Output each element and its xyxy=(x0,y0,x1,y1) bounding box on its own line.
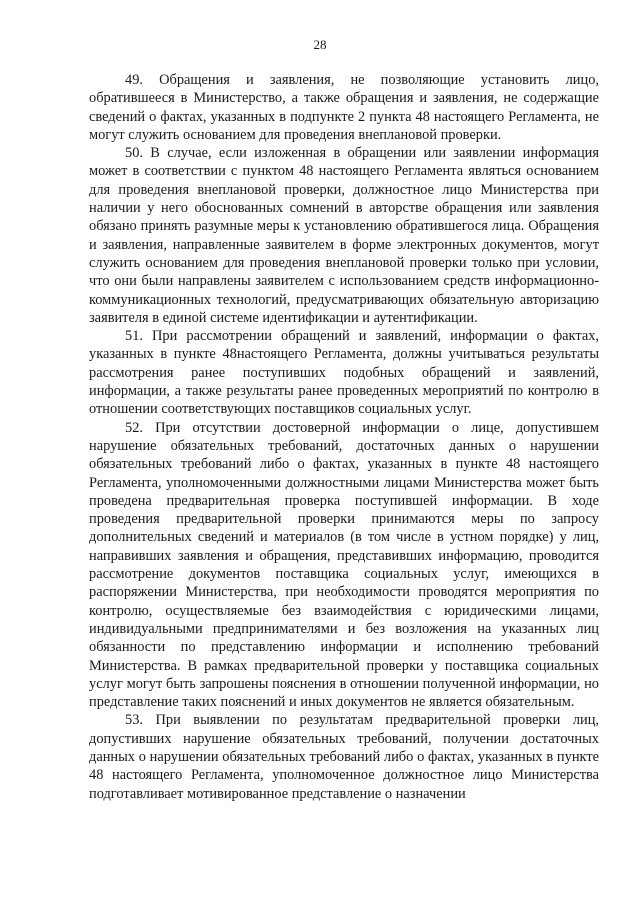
paragraph-50: 50. В случае, если изложенная в обращении или заявлении информация может в соответствии с пунктом 48 настоящего Регламента являться основанием для проведения внеплановой проверки, должностное лицо Министерства при наличии у него обоснованных сомнений в авторстве обращения или заявления обязано принять разумные меры к установлению обратившегося лица. Обращения и заявления, направленные заявителем в форме электронных документов, могут служить основанием для проведения внеплановой проверки только при условии, что они были направлены заявителем с использованием средств информационно-коммуникационных технологий, предусматривающих обязательную авторизацию заявителя в единой системе идентификации и аутентификации. xyxy=(89,145,599,326)
paragraph-53: 53. При выявлении по результатам предварительной проверки лиц, допустивших нарушение обязательных требований, получении достаточных данных о нарушении обязательных требований либо о фактах, указанных в пункте 48 настоящего Регламента, уполномоченное должностное лицо Министерства подготавливает мотивированное представление о назначении xyxy=(89,712,599,802)
paragraph-52: 52. При отсутствии достоверной информации о лице, допустившем нарушение обязательных требований, достаточных данных о нарушении обязательных требований либо о фактах, указанных в пункте 48 настоящего Регламента, уполномоченными должностными лицами Министерства может быть проведена предварительная проверка поступившей информации. В ходе проведения предварительной проверки принимаются меры по запросу дополнительных сведений и материалов (в том числе в устном порядке) у лиц, направивших заявления и обращения, представивших информацию, проводится рассмотрение документов поставщика социальных услуг, имеющихся в распоряжении Министерства, при необходимости проводятся мероприятия по контролю, осуществляемые без взаимодействия с юридическими лицами, индивидуальными предпринимателями и без возложения на указанных лиц обязанности по представлению информации и исполнению требований Министерства. В рамках предварительной проверки у поставщика социальных услуг могут быть запрошены пояснения в отношении полученной информации, но представление таких пояснений и иных документов не является обязательным. xyxy=(89,419,599,711)
paragraph-49: 49. Обращения и заявления, не позволяющие установить лицо, обратившееся в Министерство, а также обращения и заявления, не содержащие сведений о фактах, указанных в подпункте 2 пункта 48 настоящего Регламента, не могут служить основанием для проведения внеплановой проверки. xyxy=(89,72,599,143)
paragraph-51: 51. При рассмотрении обращений и заявлений, информации о фактах, указанных в пункте 48настоящего Регламента, должны учитываться результаты рассмотрения ранее поступивших подобных обращений и заявлений, информации, а также результаты ранее проведенных мероприятий по контролю в отношении соответствующих поставщиков социальных услуг. xyxy=(89,328,599,418)
page-number: 28 xyxy=(313,37,327,52)
document-body xyxy=(89,71,599,803)
